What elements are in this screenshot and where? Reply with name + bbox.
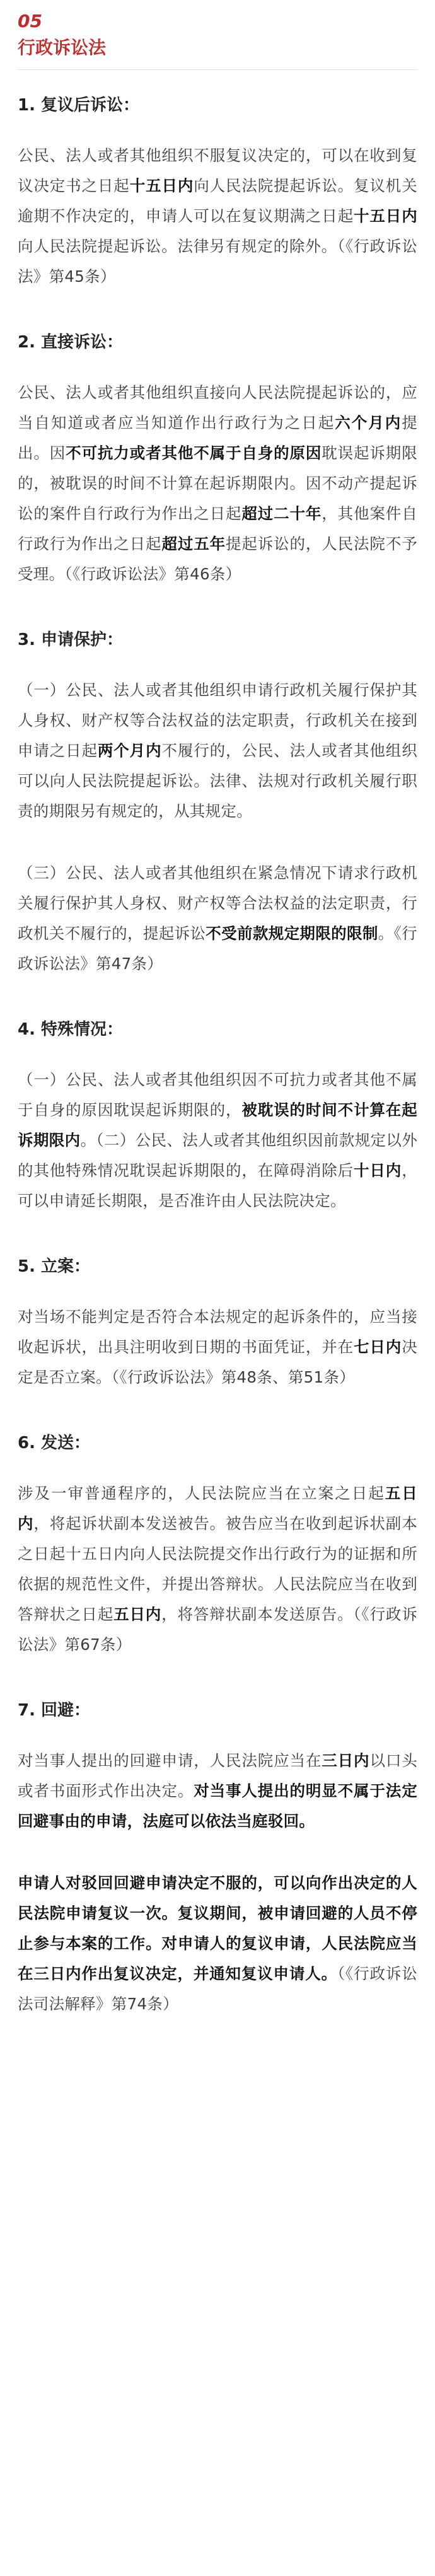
- emphasis-text: 十日内: [354, 1161, 402, 1180]
- emphasis-text: 三日内: [322, 1751, 370, 1770]
- section-paragraph: [18, 1746, 417, 1852]
- body-text: ，将起诉状副本发送被告。被告应当在收到起诉状副本之日起十五日内向人民法院提交作出行政行为的证据和所依据的规范性文件，并提出答辩状。人民法院应当在收到答辩状之日起: [18, 1514, 417, 1623]
- emphasis-text: 不可抗力或者其他不属于自身的原因: [66, 444, 322, 462]
- section-heading: 7. 回避：: [18, 1701, 91, 1720]
- paragraph-gap: [18, 842, 417, 858]
- emphasis-text: 超过五年: [161, 535, 226, 553]
- section-heading: 2. 直接诉讼：: [18, 333, 124, 352]
- body-text: 涉及一审普通程序的，人民法院应当在立案之日起: [18, 1484, 385, 1502]
- body-text: （一）公民、法人或者其他组织申请行政机关履行保护其人身权、财产权等合法权益的法定职责，行政机关在接到申请之日起: [18, 681, 417, 760]
- body-text: 提出。因: [18, 414, 417, 462]
- body-text: 不履行的，公民、法人或者其他组织可以向人民法院提起诉讼。法律、法规对行政机关履行职责的期限另有规定的，从其规定。: [18, 741, 417, 820]
- section-paragraph: [18, 378, 417, 605]
- emphasis-text: 对当事人提出的明显不属于法定回避事由的申请，法庭可以依法当庭驳回。: [18, 1782, 417, 1830]
- section-paragraph: [18, 1302, 417, 1408]
- emphasis-text: 超过二十年: [241, 504, 322, 523]
- body-text: 对当事人提出的回避申请，人民法院应当在: [18, 1751, 322, 1770]
- body-text: （三）公民、法人或者其他组织在紧急情况下请求行政机关履行保护其人身权、财产权等合法权益的法定职责，行政机关不履行的，提起诉讼: [18, 864, 417, 943]
- body-text: 以口头或者书面形式作出决定。: [18, 1751, 418, 1800]
- body-text: （一）公民、法人或者其他组织因不可抗力或者其他不属于自身的原因耽误起诉期限的，: [18, 1070, 417, 1119]
- section-paragraph: [18, 1868, 417, 2034]
- body-text: 向人民法院提起诉讼。复议机关逾期不作决定的，申请人可以在复议期满之日起: [18, 177, 417, 225]
- section-heading: 6. 发送：: [18, 1434, 91, 1453]
- emphasis-text: 申请人对驳回回避申请决定不服的，可以向作出决定的人民法院申请复议一次。复议期间，被申请回避的人员不停止参与本案的工作。对申请人的复议申请，人民法院应当在三日内作出复议决定，并通知复议申请人。: [18, 1874, 417, 1983]
- body-text: 提起诉讼的，人民法院不予受理。（《行政诉讼法》第46条）: [18, 535, 417, 583]
- section-heading: 3. 申请保护：: [18, 630, 124, 649]
- body-text: （《行政诉讼法司法解释》第74条）: [18, 1964, 417, 2013]
- chapter-title: 行政诉讼法: [18, 37, 107, 58]
- emphasis-text: 五日内: [18, 1484, 417, 1533]
- emphasis-text: 两个月内: [97, 741, 162, 760]
- section-paragraph: [18, 141, 417, 307]
- chapter-number: 05: [18, 11, 42, 32]
- body-text: 公民、法人或者其他组织不服复议决定的，可以在收到复议决定书之日起: [18, 146, 417, 195]
- emphasis-text: 十五日内: [354, 207, 417, 225]
- section-heading: 5. 立案：: [18, 1257, 91, 1276]
- section-heading: 4. 特殊情况：: [18, 1020, 124, 1039]
- section-paragraph: [18, 675, 417, 842]
- section-paragraph: [18, 858, 417, 994]
- body-text: 。《行政诉讼法》第47条）: [18, 924, 417, 973]
- section-paragraph: [18, 1065, 417, 1231]
- body-text: ，可以申请延长期限，是否准许由人民法院决定。: [18, 1161, 417, 1210]
- body-text: 。（二）公民、法人或者其他组织因前款规定以外的其他特殊情况耽误起诉期限的，在障碍消除后: [18, 1131, 417, 1180]
- body-text: 向人民法院提起诉讼。法律另有规定的除外。（《行政诉讼法》第45条）: [18, 237, 417, 286]
- section-paragraph: [18, 1478, 417, 1675]
- body-text: ，将答辩状副本发送原告。（《行政诉讼法》第67条）: [18, 1605, 417, 1654]
- section-heading: 1. 复议后诉讼：: [18, 96, 140, 115]
- emphasis-text: 不受前款规定期限的限制: [206, 924, 378, 943]
- body-text: 耽误起诉期限的，被耽误的时间不计算在起诉期限内。因不动产提起诉讼的案件自行政行为作出之日起: [18, 444, 417, 523]
- body-text: 公民、法人或者其他组织直接向人民法院提起诉讼的，应当自知道或者应当知道作出行政行为之日起: [18, 383, 417, 432]
- paragraph-gap: [18, 1852, 417, 1868]
- body-text: ，其他案件自行政行为作出之日起: [18, 504, 417, 553]
- sections-container: [18, 70, 417, 2034]
- body-text: 决定是否立案。（《行政诉讼法》第48条、第51条）: [18, 1338, 417, 1386]
- emphasis-text: 被耽误的时间不计算在起诉期限内: [18, 1101, 417, 1149]
- emphasis-text: 五日内: [113, 1605, 162, 1623]
- body-text: 对当场不能判定是否符合本法规定的起诉条件的，应当接收起诉状，出具注明收到日期的书面凭证，并在: [18, 1308, 417, 1356]
- emphasis-text: 六个月内: [335, 414, 402, 432]
- emphasis-text: 七日内: [354, 1338, 402, 1356]
- emphasis-text: 十五日内: [129, 177, 194, 195]
